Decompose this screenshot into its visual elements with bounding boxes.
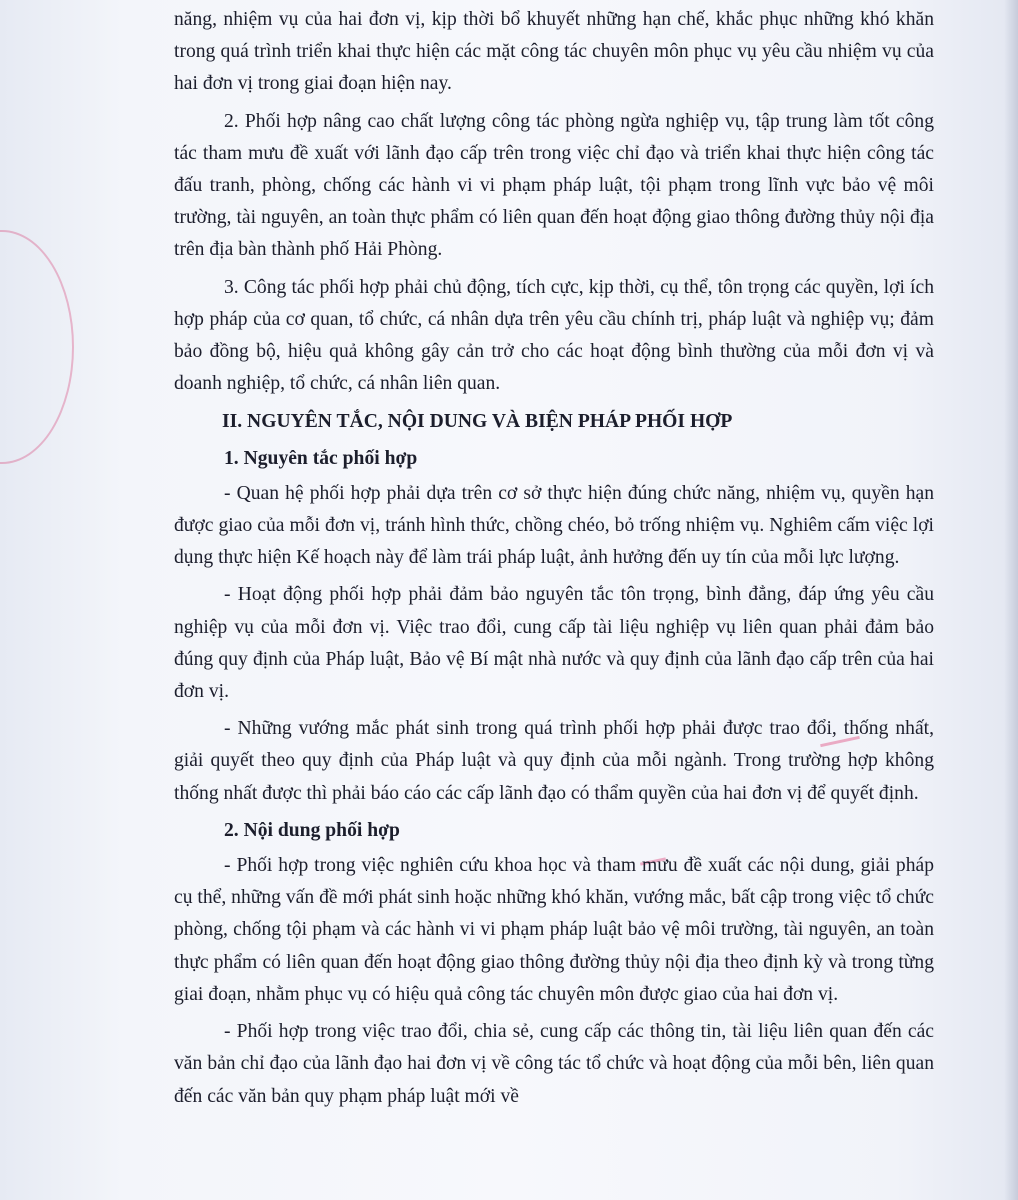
principle-paragraph: - Quan hệ phối hợp phải dựa trên cơ sở thực hiện đúng chức năng, nhiệm vụ, quyền hạn được giao của mỗi đơn vị, tránh hình thức, chồng chéo, bỏ trống nhiệm vụ. Nghiêm cấm việc lợi dụng thực hiện Kế hoạch này để làm trái pháp luật, ảnh hưởng đến uy tín của mỗi lực lượng. xyxy=(174,482,934,569)
page-edge-shadow xyxy=(1004,0,1018,1200)
subsection-heading-content: 2. Nội dung phối hợp xyxy=(224,819,400,841)
subsection-heading-principles: 1. Nguyên tắc phối hợp xyxy=(224,447,418,469)
paragraph-continuation: năng, nhiệm vụ của hai đơn vị, kịp thời bổ khuyết những hạn chế, khắc phục những khó khăn trong quá trình triển khai thực hiện các mặt công tác chuyên môn phục vụ yêu cầu nhiệm vụ của hai đơn vị trong giai đoạn hiện nay. xyxy=(174,9,934,95)
paragraph-item-3: 3. Công tác phối hợp phải chủ động, tích cực, kịp thời, cụ thể, tôn trọng các quyền, lợi ích hợp pháp của cơ quan, tổ chức, cá nhân dựa trên yêu cầu chính trị, pháp luật và nghiệp vụ; đảm bảo đồng bộ, hiệu quả không gây cản trở cho các hoạt động bình thường của mỗi đơn vị và doanh nghiệp, tổ chức, cá nhân liên quan. xyxy=(174,276,934,395)
principle-paragraph: - Những vướng mắc phát sinh trong quá trình phối hợp phải được trao đổi, thống nhất, giải quyết theo quy định của Pháp luật và quy định của mỗi ngành. Trong trường hợp không thống nhất được thì phải báo cáo các cấp lãnh đạo có thẩm quyền của hai đơn vị để quyết định. xyxy=(174,718,934,804)
section-heading: II. NGUYÊN TẮC, NỘI DUNG VÀ BIỆN PHÁP PHỐI HỢP xyxy=(222,411,733,433)
paragraph-item-2: 2. Phối hợp nâng cao chất lượng công tác phòng ngừa nghiệp vụ, tập trung làm tốt công tác tham mưu đề xuất với lãnh đạo cấp trên trong việc chỉ đạo và triển khai thực hiện công tác đấu tranh, phòng, chống các hành vi vi phạm pháp luật, tội phạm trong lĩnh vực bảo vệ môi trường, tài nguyên, an toàn thực phẩm có liên quan đến hoạt động giao thông đường thủy nội địa trên địa bàn thành phố Hải Phòng. xyxy=(174,110,934,261)
principle-paragraph: - Hoạt động phối hợp phải đảm bảo nguyên tắc tôn trọng, bình đẳng, đáp ứng yêu cầu nghiệp vụ của mỗi đơn vị. Việc trao đổi, cung cấp tài liệu nghiệp vụ liên quan phải đảm bảo đúng quy định của Pháp luật, Bảo vệ Bí mật nhà nước và quy định của lãnh đạo cấp trên của hai đơn vị. xyxy=(174,584,934,703)
red-stamp-fragment xyxy=(0,230,74,464)
content-paragraph: - Phối hợp trong việc trao đổi, chia sẻ, cung cấp các thông tin, tài liệu liên quan đến các văn bản chỉ đạo của lãnh đạo hai đơn vị về công tác tổ chức và hoạt động của mỗi bên, liên quan đến các văn bản quy phạm pháp luật mới về xyxy=(174,1021,934,1107)
document-body xyxy=(174,4,934,1118)
content-paragraph: - Phối hợp trong việc nghiên cứu khoa học và tham mưu đề xuất các nội dung, giải pháp cụ thể, những vấn đề mới phát sinh hoặc những khó khăn, vướng mắc, bất cập trong việc tổ chức phòng, chống tội phạm và các hành vi vi phạm pháp luật bảo vệ môi trường, tài nguyên, an toàn thực phẩm có liên quan đến hoạt động giao thông đường thủy nội địa theo định kỳ và trong từng giai đoạn, nhằm phục vụ có hiệu quả công tác chuyên môn được giao của hai đơn vị. xyxy=(174,855,934,1005)
